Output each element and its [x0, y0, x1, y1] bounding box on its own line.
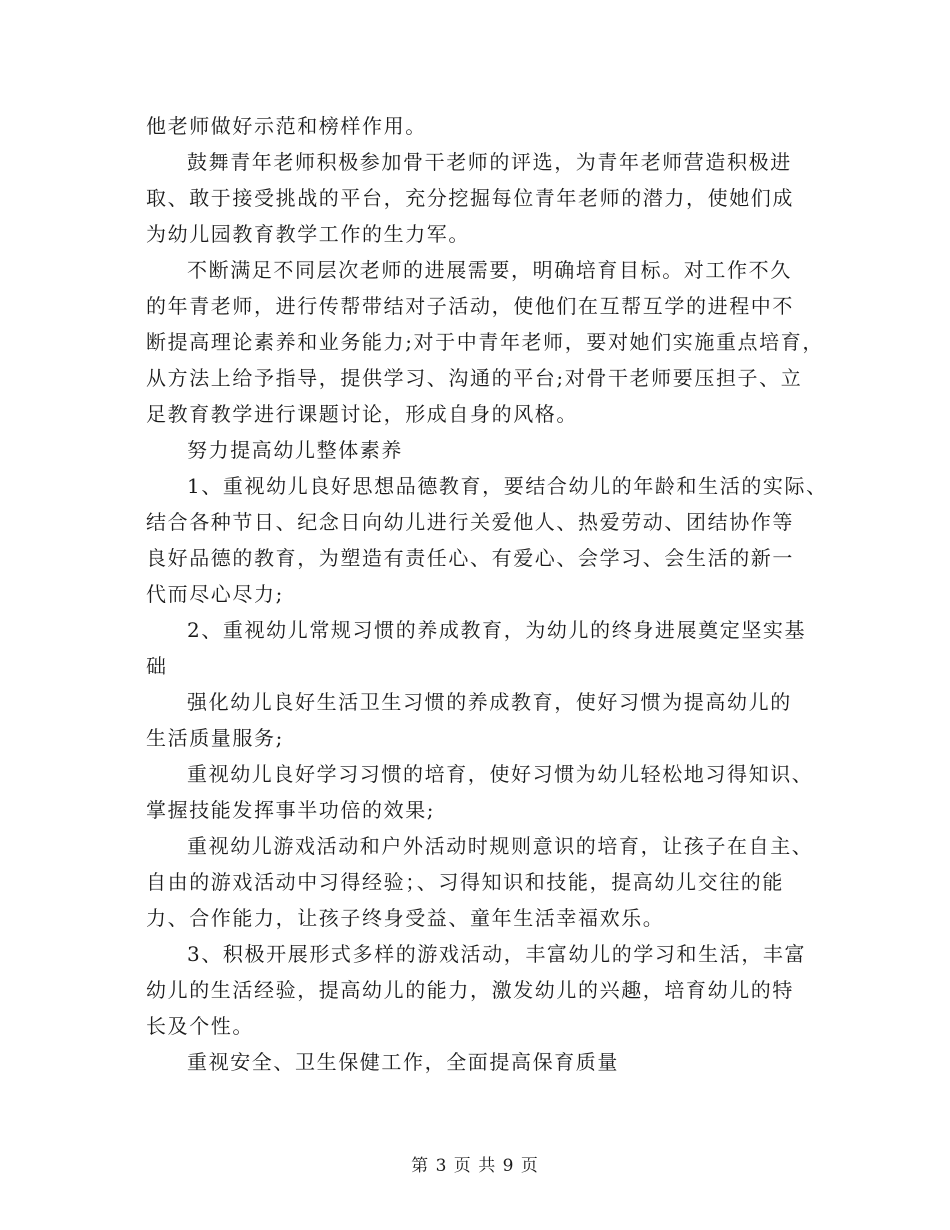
paragraph-start-line: 不断满足不同层次老师的进展需要，明确培育目标。对工作不久	[187, 258, 792, 282]
body-line: 代而尽心尽力;	[146, 582, 284, 606]
section-heading: 努力提高幼儿整体素养	[187, 438, 403, 462]
body-line: 他老师做好示范和榜样作用。	[146, 114, 427, 138]
body-line: 生活质量服务;	[146, 726, 284, 750]
paragraph-start-line: 2、重视幼儿常规习惯的养成教育，为幼儿的终身进展奠定坚实基	[187, 618, 807, 642]
paragraph-start-line: 强化幼儿良好生活卫生习惯的养成教育，使好习惯为提高幼儿的	[187, 690, 792, 714]
body-line: 的年青老师，进行传帮带结对子活动，使他们在互帮互学的进程中不	[146, 294, 794, 318]
paragraph-start-line: 3、积极开展形式多样的游戏活动，丰富幼儿的学习和生活，丰富	[187, 942, 807, 966]
body-line: 幼儿的生活经验，提高幼儿的能力，激发幼儿的兴趣，培育幼儿的特	[146, 978, 794, 1002]
paragraph-start-line: 重视幼儿游戏活动和户外活动时规则意识的培育，让孩子在自主、	[187, 834, 814, 858]
body-line: 足教育教学进行课题讨论，形成自身的风格。	[146, 402, 578, 426]
body-line: 结合各种节日、纪念日向幼儿进行关爱他人、热爱劳动、团结协作等	[146, 510, 794, 534]
body-line: 从方法上给予指导，提供学习、沟通的平台;对骨干老师要压担子、立	[146, 366, 803, 390]
body-line: 长及个性。	[146, 1014, 254, 1038]
body-line: 断提高理论素养和业务能力;对于中青年老师，要对她们实施重点培育，	[146, 330, 824, 354]
body-line: 取、敢于接受挑战的平台，充分挖掘每位青年老师的潜力，使她们成	[146, 186, 794, 210]
section-heading: 重视安全、卫生保健工作，全面提高保育质量	[187, 1050, 619, 1074]
paragraph-start-line: 重视幼儿良好学习习惯的培育，使好习惯为幼儿轻松地习得知识、	[187, 762, 814, 786]
body-line: 掌握技能发挥事半功倍的效果;	[146, 798, 436, 822]
paragraph-start-line: 鼓舞青年老师积极参加骨干老师的评选，为青年老师营造积极进	[187, 150, 792, 174]
body-line: 良好品德的教育，为塑造有责任心、有爱心、会学习、会生活的新一	[146, 546, 794, 570]
body-line: 力、合作能力，让孩子终身受益、童年生活幸福欢乐。	[146, 906, 665, 930]
page-number-footer: 第 3 页 共 9 页	[411, 1156, 539, 1176]
body-line: 自由的游戏活动中习得经验；、习得知识和技能，提高幼儿交往的能	[146, 870, 784, 894]
body-line: 础	[146, 654, 168, 678]
paragraph-start-line: 1、重视幼儿良好思想品德教育，要结合幼儿的年龄和生活的实际、	[187, 474, 828, 498]
body-line: 为幼儿园教育教学工作的生力军。	[146, 222, 470, 246]
